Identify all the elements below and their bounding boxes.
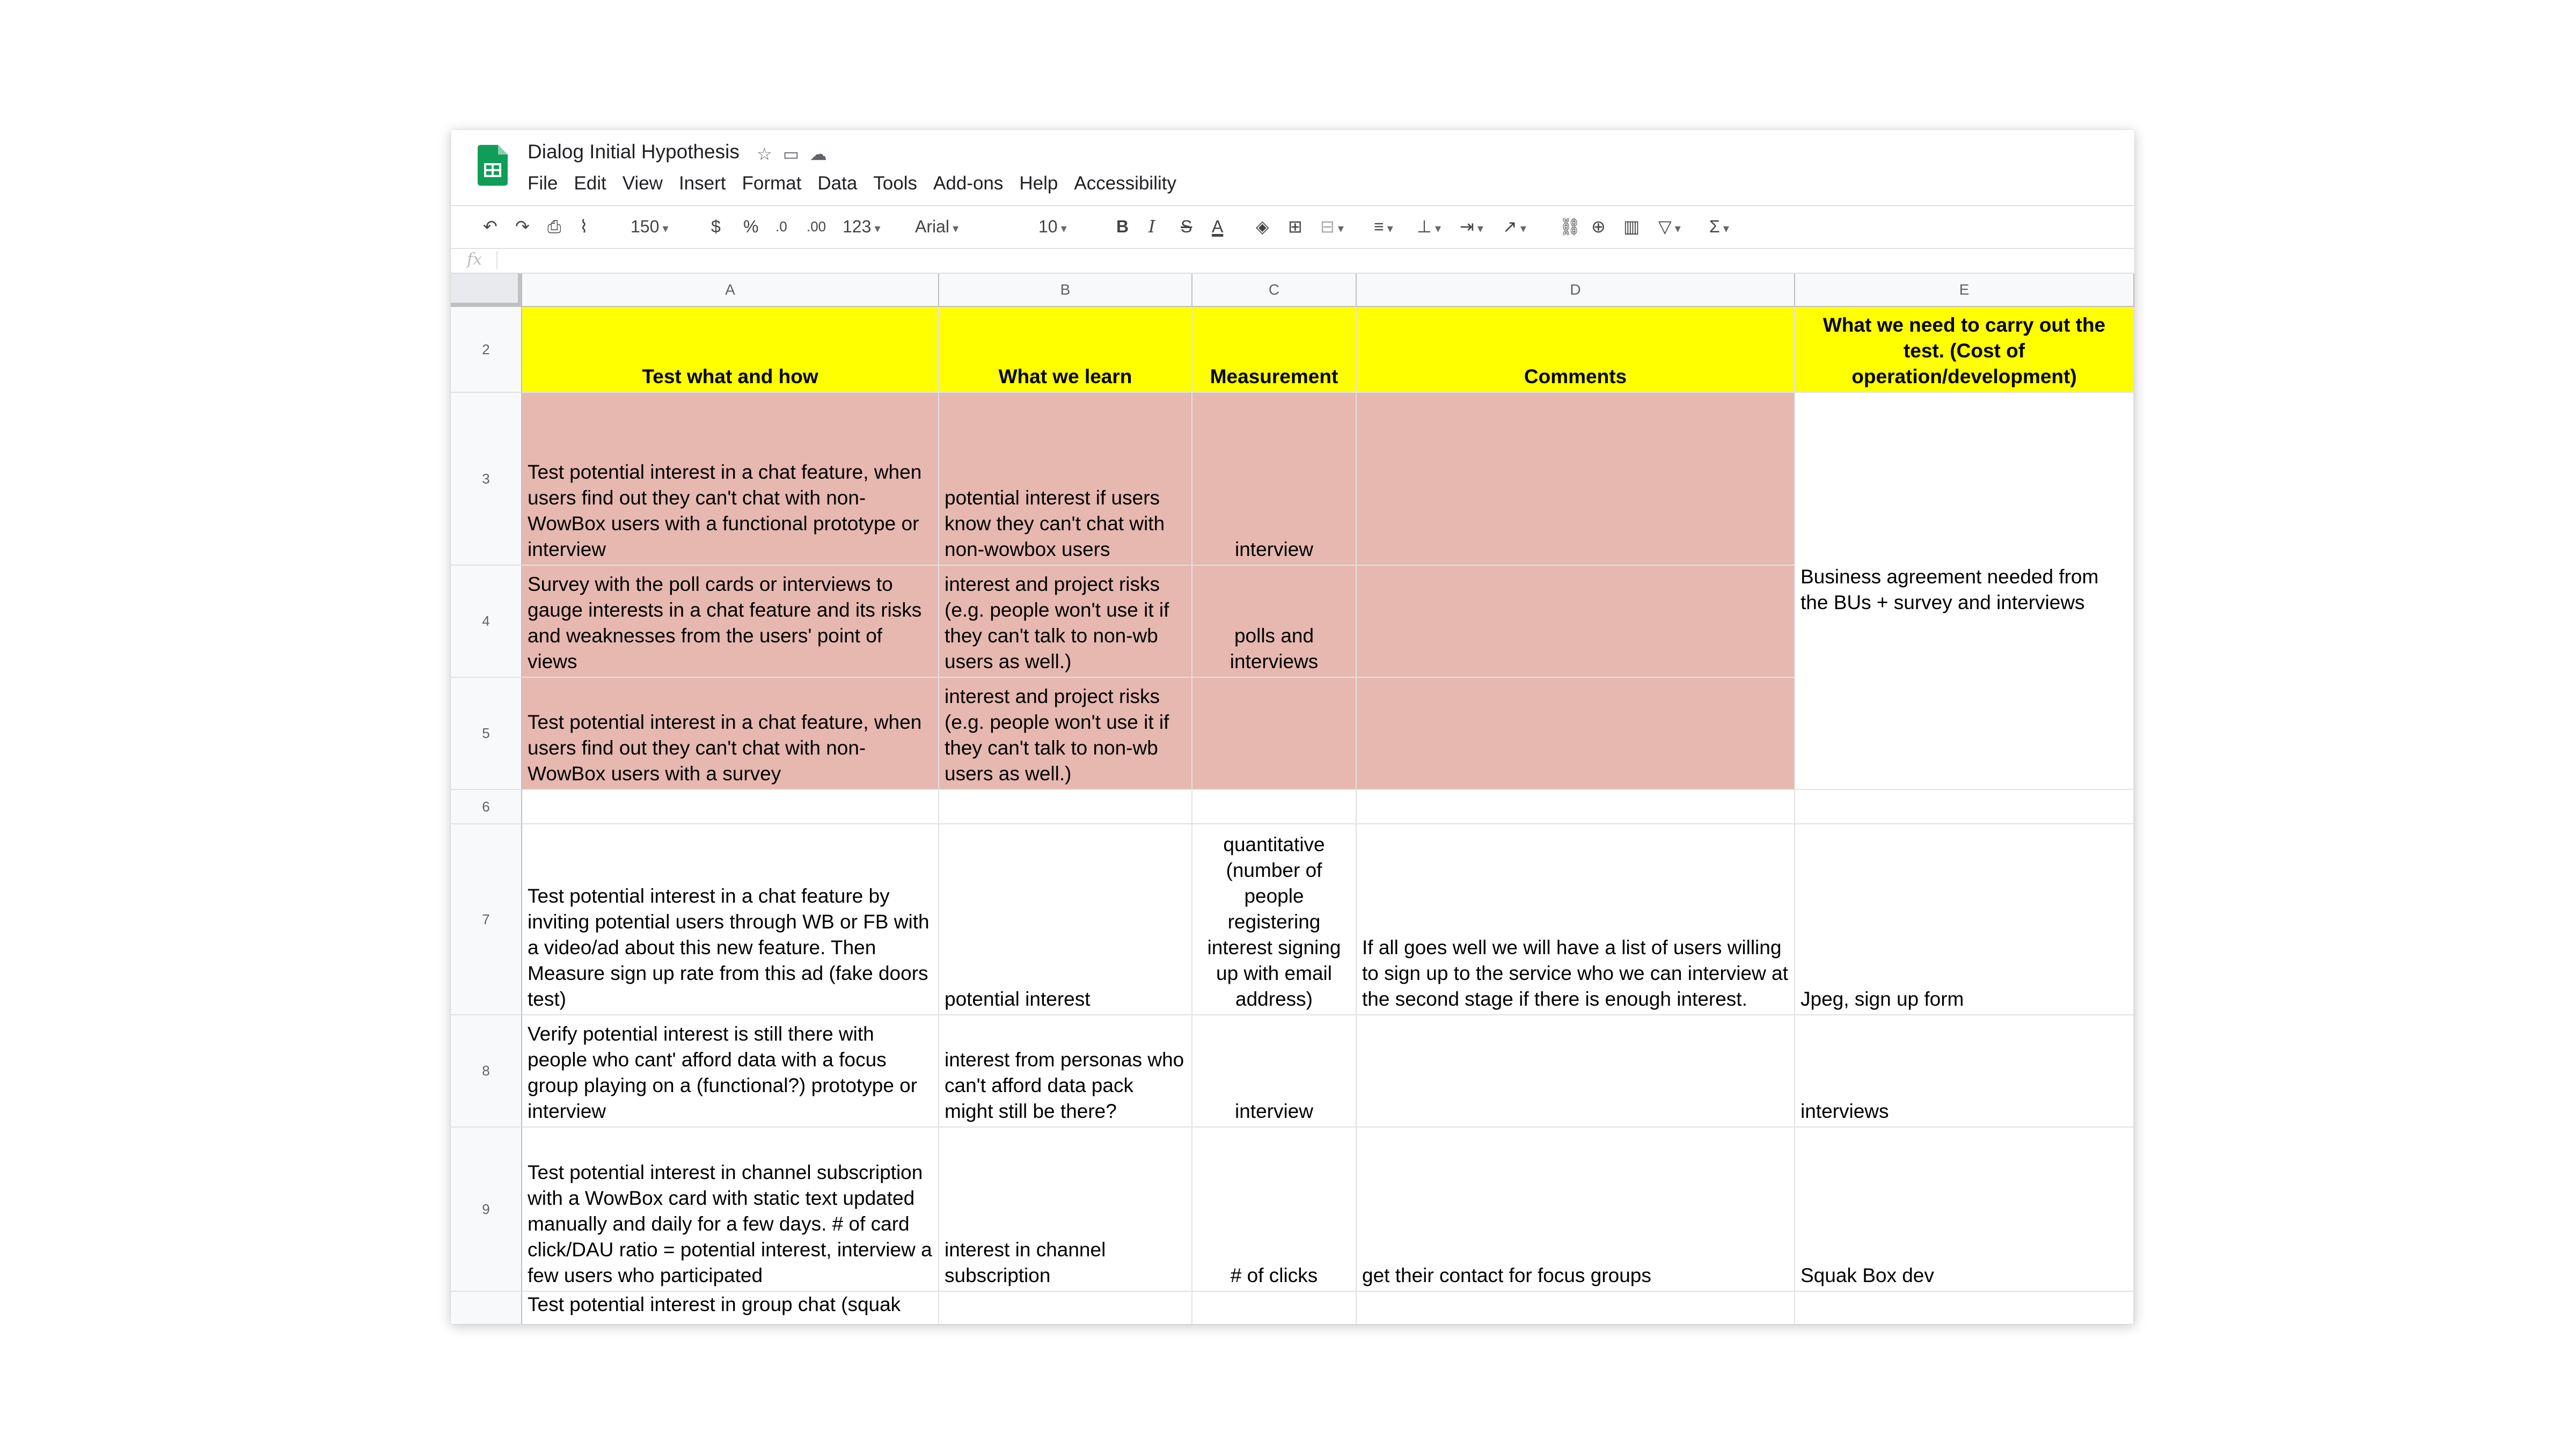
filter-icon[interactable]: ▽ ▾	[1658, 214, 1681, 241]
cell-a8[interactable]: Verify potential interest is still there with people who cant' afford data with a focus group playing on a (functional?) prototype or interview	[522, 1015, 939, 1128]
number-format-select[interactable]: 123 ▾	[843, 214, 881, 241]
redo-icon[interactable]: ↷	[515, 217, 530, 236]
cell-e6[interactable]	[1795, 790, 2134, 824]
cell-a7[interactable]: Test potential interest in a chat feature by inviting potential users through WB or FB with a video/ad about this new feature. Then Measure sign up rate from this ad (fake doors test)	[522, 824, 939, 1015]
fill-color-icon[interactable]: ◈	[1256, 217, 1269, 236]
menu-accessibility[interactable]: Accessibility	[1074, 173, 1176, 194]
cell-b10[interactable]	[939, 1292, 1192, 1324]
sheets-logo-icon[interactable]	[478, 145, 508, 186]
font-size-select[interactable]: 10 ▾	[1038, 214, 1087, 241]
cell-b4[interactable]: interest and project risks (e.g. people won't use it if they can't talk to non-wb users as well.)	[939, 566, 1192, 678]
menu-file[interactable]: File	[528, 173, 558, 194]
column-header-b[interactable]: B	[939, 274, 1192, 307]
menu-data[interactable]: Data	[817, 173, 858, 194]
undo-icon[interactable]: ↶	[483, 217, 497, 236]
cell-b5[interactable]: interest and project risks (e.g. people won't use it if they can't talk to non-wb users as well.)	[939, 678, 1192, 790]
cell-a4[interactable]: Survey with the poll cards or interviews to gauge interests in a chat feature and its risks and weaknesses from the users' point of views	[522, 566, 939, 678]
row-header-2[interactable]: 2	[451, 307, 522, 393]
merge-cells-icon[interactable]: ⊟ ▾	[1320, 214, 1344, 241]
cell-e7[interactable]: Jpeg, sign up form	[1795, 824, 2134, 1015]
cell-e8[interactable]: interviews	[1795, 1015, 2134, 1128]
decrease-decimal-button[interactable]: .0	[775, 218, 787, 235]
row-header-4[interactable]: 4	[451, 566, 522, 678]
currency-format-button[interactable]: $	[711, 217, 721, 236]
cell-c5[interactable]	[1192, 678, 1357, 790]
functions-button[interactable]: Σ ▾	[1709, 214, 1729, 241]
cell-c4[interactable]: polls and interviews	[1192, 566, 1357, 678]
cell-d4[interactable]	[1357, 566, 1795, 678]
cell-d3[interactable]	[1357, 393, 1795, 566]
cell-e10[interactable]	[1795, 1292, 2134, 1324]
cell-a10[interactable]: Test potential interest in group chat (squak	[522, 1292, 939, 1324]
strikethrough-button[interactable]: S	[1181, 217, 1192, 236]
cell-b9[interactable]: interest in channel subscription	[939, 1128, 1192, 1292]
vertical-align-icon[interactable]: ⊥ ▾	[1417, 214, 1441, 241]
cell-a6[interactable]	[522, 790, 939, 824]
cell-c6[interactable]	[1192, 790, 1357, 824]
select-all-corner[interactable]	[451, 274, 522, 307]
cell-d2[interactable]: Comments	[1357, 307, 1795, 393]
row-header-6[interactable]: 6	[451, 790, 522, 824]
cell-a9[interactable]: Test potential interest in channel subscription with a WowBox card with static text updated manually and daily for a few days. # of card click/DAU ratio = potential interest, interview a few users who participated	[522, 1128, 939, 1292]
bold-button[interactable]: B	[1116, 217, 1129, 236]
row-header-9[interactable]: 9	[451, 1128, 522, 1292]
menu-bar	[528, 173, 1176, 194]
cell-e9[interactable]: Squak Box dev	[1795, 1128, 2134, 1292]
menu-addons[interactable]: Add-ons	[933, 173, 1004, 194]
row-header-3[interactable]: 3	[451, 393, 522, 566]
cell-d5[interactable]	[1357, 678, 1795, 790]
fx-icon: fx	[467, 250, 482, 269]
column-header-c[interactable]: C	[1192, 274, 1357, 307]
cell-b8[interactable]: interest from personas who can't afford data pack might still be there?	[939, 1015, 1192, 1128]
italic-button[interactable]: I	[1148, 216, 1155, 237]
cell-c8[interactable]: interview	[1192, 1015, 1357, 1128]
insert-comment-icon[interactable]: ⊕	[1591, 217, 1606, 236]
formula-bar	[451, 248, 2134, 274]
row-header-5[interactable]: 5	[451, 678, 522, 790]
cell-c2[interactable]: Measurement	[1192, 307, 1357, 393]
row-header-7[interactable]: 7	[451, 824, 522, 1015]
menu-help[interactable]: Help	[1019, 173, 1058, 194]
menu-view[interactable]: View	[622, 173, 663, 194]
cell-c7[interactable]: quantitative (number of people registering interest signing up with email address)	[1192, 824, 1357, 1015]
document-title[interactable]: Dialog Initial Hypothesis	[528, 141, 740, 163]
cell-c3[interactable]: interview	[1192, 393, 1357, 566]
text-wrapping-icon[interactable]: ⇥ ▾	[1460, 214, 1483, 241]
cell-e3-e5-merged[interactable]: Business agreement needed from the BUs + survey and interviews	[1795, 393, 2134, 790]
zoom-select[interactable]: 150 ▾	[631, 214, 669, 241]
star-icon[interactable]: ☆	[757, 144, 772, 164]
insert-link-icon[interactable]: ⛓	[1559, 217, 1581, 236]
column-header-e[interactable]: E	[1795, 274, 2134, 307]
cell-c10[interactable]	[1192, 1292, 1357, 1324]
formula-separator	[496, 251, 497, 269]
insert-chart-icon[interactable]: ▥	[1623, 217, 1640, 236]
column-header-d[interactable]: D	[1357, 274, 1795, 307]
cell-d10[interactable]	[1357, 1292, 1795, 1324]
title-actions	[757, 144, 827, 164]
cell-b3[interactable]: potential interest if users know they can't chat with non-wowbox users	[939, 393, 1192, 566]
increase-decimal-button[interactable]: .00	[807, 218, 826, 235]
row-header-8[interactable]: 8	[451, 1015, 522, 1128]
print-icon[interactable]: ⎙	[547, 217, 561, 236]
row-header-10[interactable]	[451, 1292, 522, 1324]
cell-c9[interactable]: # of clicks	[1192, 1128, 1357, 1292]
menu-edit[interactable]: Edit	[574, 173, 606, 194]
cell-d8[interactable]	[1357, 1015, 1795, 1128]
percent-format-button[interactable]: %	[743, 217, 759, 236]
horizontal-align-icon[interactable]: ≡ ▾	[1374, 214, 1393, 241]
menu-insert[interactable]: Insert	[678, 173, 726, 194]
cell-a5[interactable]: Test potential interest in a chat feature, when users find out they can't chat with non-WowBox users with a survey	[522, 678, 939, 790]
spreadsheet-window	[451, 130, 2134, 1324]
cloud-status-icon[interactable]: ☁	[809, 144, 827, 164]
cell-d6[interactable]	[1357, 790, 1795, 824]
text-color-button[interactable]: A	[1212, 217, 1224, 236]
menu-format[interactable]: Format	[742, 173, 802, 194]
cell-d7[interactable]: If all goes well we will have a list of users willing to sign up to the service who we can interview at the second stage if there is enough interest.	[1357, 824, 1795, 1015]
cell-b6[interactable]	[939, 790, 1192, 824]
cell-a3[interactable]: Test potential interest in a chat feature, when users find out they can't chat with non-WowBox users with a functional prototype or interview	[522, 393, 939, 566]
cell-e2[interactable]: What we need to carry out the test. (Cost of operation/development)	[1795, 307, 2134, 393]
font-family-select[interactable]: Arial ▾	[915, 214, 1006, 241]
toolbar	[451, 205, 2134, 249]
cell-a2[interactable]: Test what and how	[522, 307, 939, 393]
move-folder-icon[interactable]: ▭	[782, 144, 799, 164]
cell-b2[interactable]: What we learn	[939, 307, 1192, 393]
cell-b7[interactable]: potential interest	[939, 824, 1192, 1015]
menu-tools[interactable]: Tools	[873, 173, 918, 194]
text-rotation-icon[interactable]: ↗ ▾	[1503, 214, 1526, 241]
paint-format-icon[interactable]: ⌇	[580, 217, 588, 236]
borders-icon[interactable]: ⊞	[1288, 217, 1302, 236]
column-header-a[interactable]: A	[522, 274, 939, 307]
cell-d9[interactable]: get their contact for focus groups	[1357, 1128, 1795, 1292]
